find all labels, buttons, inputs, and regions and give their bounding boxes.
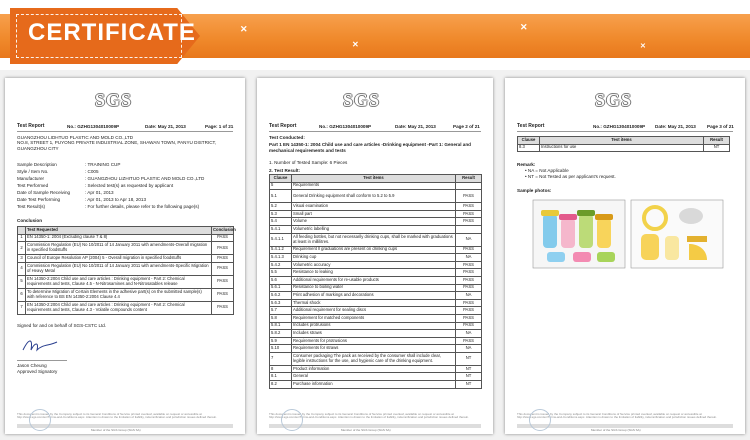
client-address: NO.8, STREET 1, PUYONG PRIVATE INDUSTRIAL ZONE, SHAWAN TOWN, PANYU DISTRICT, GUANGZHOU CITY: [17, 140, 217, 151]
table-row: [270, 261, 482, 269]
info-value: : Selected test(s) as requested by applicant: [85, 183, 174, 188]
table-row: [270, 276, 482, 284]
row-no: 2: [18, 242, 26, 255]
row-item: Requirements for protrusions: [292, 337, 456, 345]
row-clause: 5.4: [270, 218, 292, 226]
footer-member: Member of the SGS Group (SGS SA): [91, 427, 141, 432]
report-title: Test Report: [17, 123, 45, 129]
info-value: : Apr 01, 2013: [85, 190, 114, 195]
row-test: Commission Regulation (EU) No 10/2011 of 14 January 2011 with amendments-Specific Migration of Heavy Metal: [26, 262, 212, 275]
test-results-table: [517, 136, 730, 152]
row-result: PASS: [212, 234, 234, 242]
row-clause: 5.6: [270, 276, 292, 284]
row-clause: 8: [270, 365, 292, 373]
table-row: [18, 242, 234, 255]
row-item: Requirements: [292, 182, 456, 190]
remark-label: Remark:: [517, 162, 536, 167]
info-key: Style / Item No.: [17, 169, 49, 174]
conclusion-label: Conclusion: [17, 218, 43, 223]
row-clause: 5.8.1: [270, 322, 292, 330]
footer-member: Member of the SGS Group (SGS SA): [341, 427, 391, 432]
row-item: Thermal shock: [292, 299, 456, 307]
sgs-logo: SGS: [343, 90, 381, 110]
row-item: Purchase information: [292, 381, 456, 389]
row-item: Additional requirement for sealing discs: [292, 307, 456, 315]
row-no: 1: [18, 234, 26, 242]
sgs-logo: SGS: [95, 90, 133, 110]
row-no: 7: [18, 301, 26, 314]
row-item: General Drinking equipment shall conform to 5.2 to 5.9: [292, 190, 456, 203]
row-result: NA: [456, 330, 482, 338]
row-result: PASS: [212, 255, 234, 263]
row-clause: 5.4.1: [270, 225, 292, 233]
table-header-cell: Test items: [540, 137, 704, 145]
row-result: [456, 182, 482, 190]
table-header-cell: Clause: [518, 137, 540, 145]
table-row: [270, 314, 482, 322]
row-item: Volume: [292, 218, 456, 226]
table-header-row: [518, 137, 730, 145]
row-clause: 5.6.3: [270, 299, 292, 307]
row-item: Drinking cup: [292, 254, 456, 262]
row-result: NT: [456, 352, 482, 365]
conducted-label: Test Conducted:: [269, 135, 305, 140]
table-row: [270, 233, 482, 246]
row-test: EN 14350-2:2004 Child use and care articles : Drinking equipment - Part 2: Chemical requirements and tests, Clause 4.5 - N-Nitrosamines and N-Nitrosatables release: [26, 275, 212, 288]
table-row: [270, 365, 482, 373]
report-no: No.: GZHG1304010009P: [593, 124, 646, 129]
row-item: Resistance to leaking: [292, 269, 456, 277]
signer-title: Approved Signatory: [17, 369, 58, 374]
info-value: : For further details, please refer to the following page(s): [85, 204, 200, 209]
remark-nt: • NT = Not Tested as per applicant's request.: [525, 174, 616, 179]
divider: [269, 131, 481, 132]
row-no: 3: [18, 255, 26, 263]
row-result: PASS: [456, 261, 482, 269]
row-result: PASS: [456, 337, 482, 345]
footer-member: Member of the SGS Group (SGS SA): [591, 427, 641, 432]
report-page-3: [505, 78, 745, 434]
row-clause: 5: [270, 182, 292, 190]
row-item: Includes straws: [292, 330, 456, 338]
report-date: Date: May 21, 2013: [395, 124, 436, 129]
row-item: Volumetric labelling: [292, 225, 456, 233]
row-item: Resistance to boiling water: [292, 284, 456, 292]
row-result: NT: [456, 373, 482, 381]
seal-stamp: [529, 409, 551, 431]
report-page: Page 3 of 21: [707, 124, 734, 129]
sgs-logo: SGS: [595, 90, 633, 110]
row-clause: 5.4.2: [270, 261, 292, 269]
report-title: Test Report: [517, 123, 545, 129]
table-row: [270, 203, 482, 211]
divider: [517, 131, 733, 132]
row-result: PASS: [212, 301, 234, 314]
report-page-2: [257, 78, 493, 434]
conducted-text: Part 1 EN 14350-1: 2004 Child use and care articles -Drinking equipment -Part 1: General and mechanical requirements and tests: [269, 142, 471, 153]
table-row: [270, 210, 482, 218]
row-clause: 5.4.1.2: [270, 246, 292, 254]
divider: [17, 131, 233, 132]
row-test: Commission Regulation (EU) No 10/2011 of 14 January 2011 with amendments-Overall migration in specified foodstuffs: [26, 242, 212, 255]
table-row: [270, 218, 482, 226]
row-item: Instructions for use: [540, 144, 704, 152]
signature-line: [17, 360, 67, 361]
row-test: Council of Europe Resolution AP (2004) 5 - Overall migration in specified foodstuffs: [26, 255, 212, 263]
row-result: PASS: [456, 190, 482, 203]
signed-statement: Signed for and on behalf of SGS-CSTC Ltd.: [17, 323, 107, 328]
table-row: [270, 337, 482, 345]
row-clause: 5.3: [270, 210, 292, 218]
table-row: [270, 284, 482, 292]
table-header-cell: Test items: [292, 175, 456, 183]
row-clause: 5.8: [270, 314, 292, 322]
row-result: NT: [456, 381, 482, 389]
row-result: PASS: [212, 262, 234, 275]
seal-stamp: [29, 409, 51, 431]
row-result: PASS: [456, 284, 482, 292]
table-row: [270, 190, 482, 203]
row-clause: 5.7: [270, 307, 292, 315]
client-name: GUANGZHOU LIDHTUO PLASTIC AND MOLD CO.,LTD: [17, 135, 134, 140]
table-header-row: [270, 175, 482, 183]
row-test: EN 14350-2:2004 Child use and care articles : Drinking equipment - Part 2: Chemical requirements and tests, Clause 4.3 - Volatile compounds content: [26, 301, 212, 314]
row-item: Requirement ll graduations are present on drinking cups: [292, 246, 456, 254]
table-row: [270, 352, 482, 365]
table-row: [18, 234, 234, 242]
table-header-cell: Result: [704, 137, 730, 145]
table-header-cell: [18, 227, 26, 235]
row-result: PASS: [456, 314, 482, 322]
info-value: : Apr 01, 2013 to Apr 18, 2013: [85, 197, 147, 202]
row-no: 5: [18, 275, 26, 288]
row-no: 6: [18, 288, 26, 301]
sample-photo-cups: [533, 200, 625, 268]
seal-stamp: [281, 409, 303, 431]
table-row: [270, 373, 482, 381]
row-clause: 5.4.1.1: [270, 233, 292, 246]
row-result: PASS: [212, 275, 234, 288]
row-clause: 5.10: [270, 345, 292, 353]
table-row: [270, 299, 482, 307]
row-result: NT: [704, 144, 730, 152]
signature: [21, 336, 61, 356]
table-header-cell: Conclusion: [212, 227, 234, 235]
row-result: NA: [456, 345, 482, 353]
remark-na: • NA = Not Applicable: [525, 168, 569, 173]
info-key: Test Performed: [17, 183, 49, 188]
info-value: : TRAINING CUP: [85, 162, 121, 167]
info-key: Test Result(s): [17, 204, 46, 209]
table-row: [270, 322, 482, 330]
row-clause: 5.4.1.3: [270, 254, 292, 262]
table-row: [18, 255, 234, 263]
row-result: PASS: [456, 210, 482, 218]
legal-footer: This document is issued by the Company subject to its General Conditions of Service printed overleaf, available on request or accessible at http://www.sgs.com/en/Terms-and-Conditions.aspx. Attention is drawn to the limitation of liability, indemnification and jurisdiction issues defined therein.: [17, 411, 218, 420]
row-item: Product information: [292, 365, 456, 373]
table-row: [270, 307, 482, 315]
sparkle-icon: ✕: [352, 40, 359, 49]
table-row: [270, 246, 482, 254]
report-page: Page: 1 of 21: [205, 124, 234, 129]
report-page-1: [5, 78, 245, 434]
row-clause: 8.3: [518, 144, 540, 152]
row-clause: 5.1: [270, 190, 292, 203]
row-item: Small part: [292, 210, 456, 218]
sparkle-icon: ✕: [520, 22, 528, 32]
row-item: Includes protrusions: [292, 322, 456, 330]
table-row: [270, 182, 482, 190]
info-key: Date of Sample Receiving: [17, 190, 71, 195]
row-result: PASS: [456, 218, 482, 226]
table-row: [18, 275, 234, 288]
report-no: No.: GZHG1304010009P: [319, 124, 372, 129]
report-page: Page 2 of 21: [453, 124, 480, 129]
row-result: PASS: [456, 299, 482, 307]
table-row: [270, 269, 482, 277]
sample-photo-parts: [631, 200, 723, 268]
report-date: Date: May 21, 2013: [145, 124, 186, 129]
signer-name: Jason Cheung: [17, 363, 47, 368]
row-result: PASS: [456, 322, 482, 330]
row-result: PASS: [212, 242, 234, 255]
table-row: [18, 262, 234, 275]
row-result: NA: [456, 292, 482, 300]
row-item: Visual examination: [292, 203, 456, 211]
table-row: [270, 254, 482, 262]
row-item: Print adhesion of markings and decorations: [292, 292, 456, 300]
row-test: EN 14350-1: 2004 (Excluding clause 7 & 8): [26, 234, 212, 242]
info-key: Sample Description: [17, 162, 57, 167]
row-item: Requirements for straws: [292, 345, 456, 353]
row-result: PASS: [456, 269, 482, 277]
test-results-table: [269, 174, 482, 389]
table-row: [270, 292, 482, 300]
row-clause: 8.2: [270, 381, 292, 389]
sparkle-icon: ✕: [640, 43, 646, 50]
row-result: PASS: [456, 203, 482, 211]
row-result: PASS: [456, 246, 482, 254]
table-row: [270, 345, 482, 353]
row-result: PASS: [456, 276, 482, 284]
row-clause: 5.5: [270, 269, 292, 277]
table-row: [270, 381, 482, 389]
table-header-cell: Clause: [270, 175, 292, 183]
remark-text: NT = Not Tested as per applicant's request.: [527, 174, 616, 179]
row-result: NA: [456, 233, 482, 246]
photos-label: Sample photos:: [517, 188, 552, 193]
result-label: 2. Test Result:: [269, 168, 301, 173]
table-header-cell: Result: [456, 175, 482, 183]
report-date: Date: May 21, 2013: [655, 124, 696, 129]
row-clause: 8.1: [270, 373, 292, 381]
row-clause: 5.8.2: [270, 330, 292, 338]
sparkle-icon: ✕: [240, 24, 248, 34]
info-value: : GUANGZHOU LIZHITUO PLASTIC AND MOLD CO.,LTD: [85, 176, 205, 181]
row-result: [456, 225, 482, 233]
table-row: [18, 288, 234, 301]
row-result: NT: [456, 365, 482, 373]
row-clause: 5.6.1: [270, 284, 292, 292]
row-item: Volumetric accuracy: [292, 261, 456, 269]
legal-footer: This document is issued by the Company subject to its General Conditions of Service printed overleaf, available on request or accessible at http://www.sgs.com/en/Terms-and-Conditions.aspx. Attention is drawn to the limitation of liability, indemnification and jurisdiction issues defined therein.: [517, 411, 718, 420]
certificate-banner: [0, 0, 750, 70]
info-key: Date Test Performing: [17, 197, 61, 202]
table-header-row: [18, 227, 234, 235]
report-no: No.: GZHG1304010009P: [67, 124, 120, 129]
remark-text: NA = Not Applicable: [527, 168, 569, 173]
table-row: [518, 144, 730, 152]
row-item: Requirement for matched components: [292, 314, 456, 322]
row-item: Consumer packaging The pack as received by the consumer shall include clear, legible instructions for the use, and hygienic care of the drinking equipment.: [292, 352, 456, 365]
table-row: [270, 225, 482, 233]
info-value: : C005: [85, 169, 99, 174]
row-result: PASS: [456, 307, 482, 315]
row-clause: 5.9: [270, 337, 292, 345]
info-key: Manufacturer: [17, 176, 45, 181]
legal-footer: This document is issued by the Company subject to its General Conditions of Service printed overleaf, available on request or accessible at http://www.sgs.com/en/Terms-and-Conditions.aspx. Attention is drawn to the limitation of liability, indemnification and jurisdiction issues defined therein.: [269, 411, 470, 420]
row-clause: 5.2: [270, 203, 292, 211]
row-clause: 5.6.2: [270, 292, 292, 300]
table-header-cell: Test Requested: [26, 227, 212, 235]
sample-count: 1. Number of Tested Sample: 6 Pieces: [269, 160, 348, 165]
row-item: General: [292, 373, 456, 381]
row-clause: 7: [270, 352, 292, 365]
row-result: NA: [456, 254, 482, 262]
row-item: All feeding bottles, but not necessarily drinking cups, shall be marked with graduations at least in millilitres.: [292, 233, 456, 246]
row-result: PASS: [212, 288, 234, 301]
table-row: [18, 301, 234, 314]
report-title: Test Report: [269, 123, 297, 129]
banner-title: CERTIFICATE: [28, 19, 196, 46]
row-test: To determine Migration of Certain Elements in the adhesive part(s) on the submitted sample(s) with reference to BS EN 14350-2:2004 Clause 4.4: [26, 288, 212, 301]
row-item: Additional requirements for re-usable products: [292, 276, 456, 284]
table-row: [270, 330, 482, 338]
conclusion-table: [17, 226, 234, 315]
row-no: 4: [18, 262, 26, 275]
